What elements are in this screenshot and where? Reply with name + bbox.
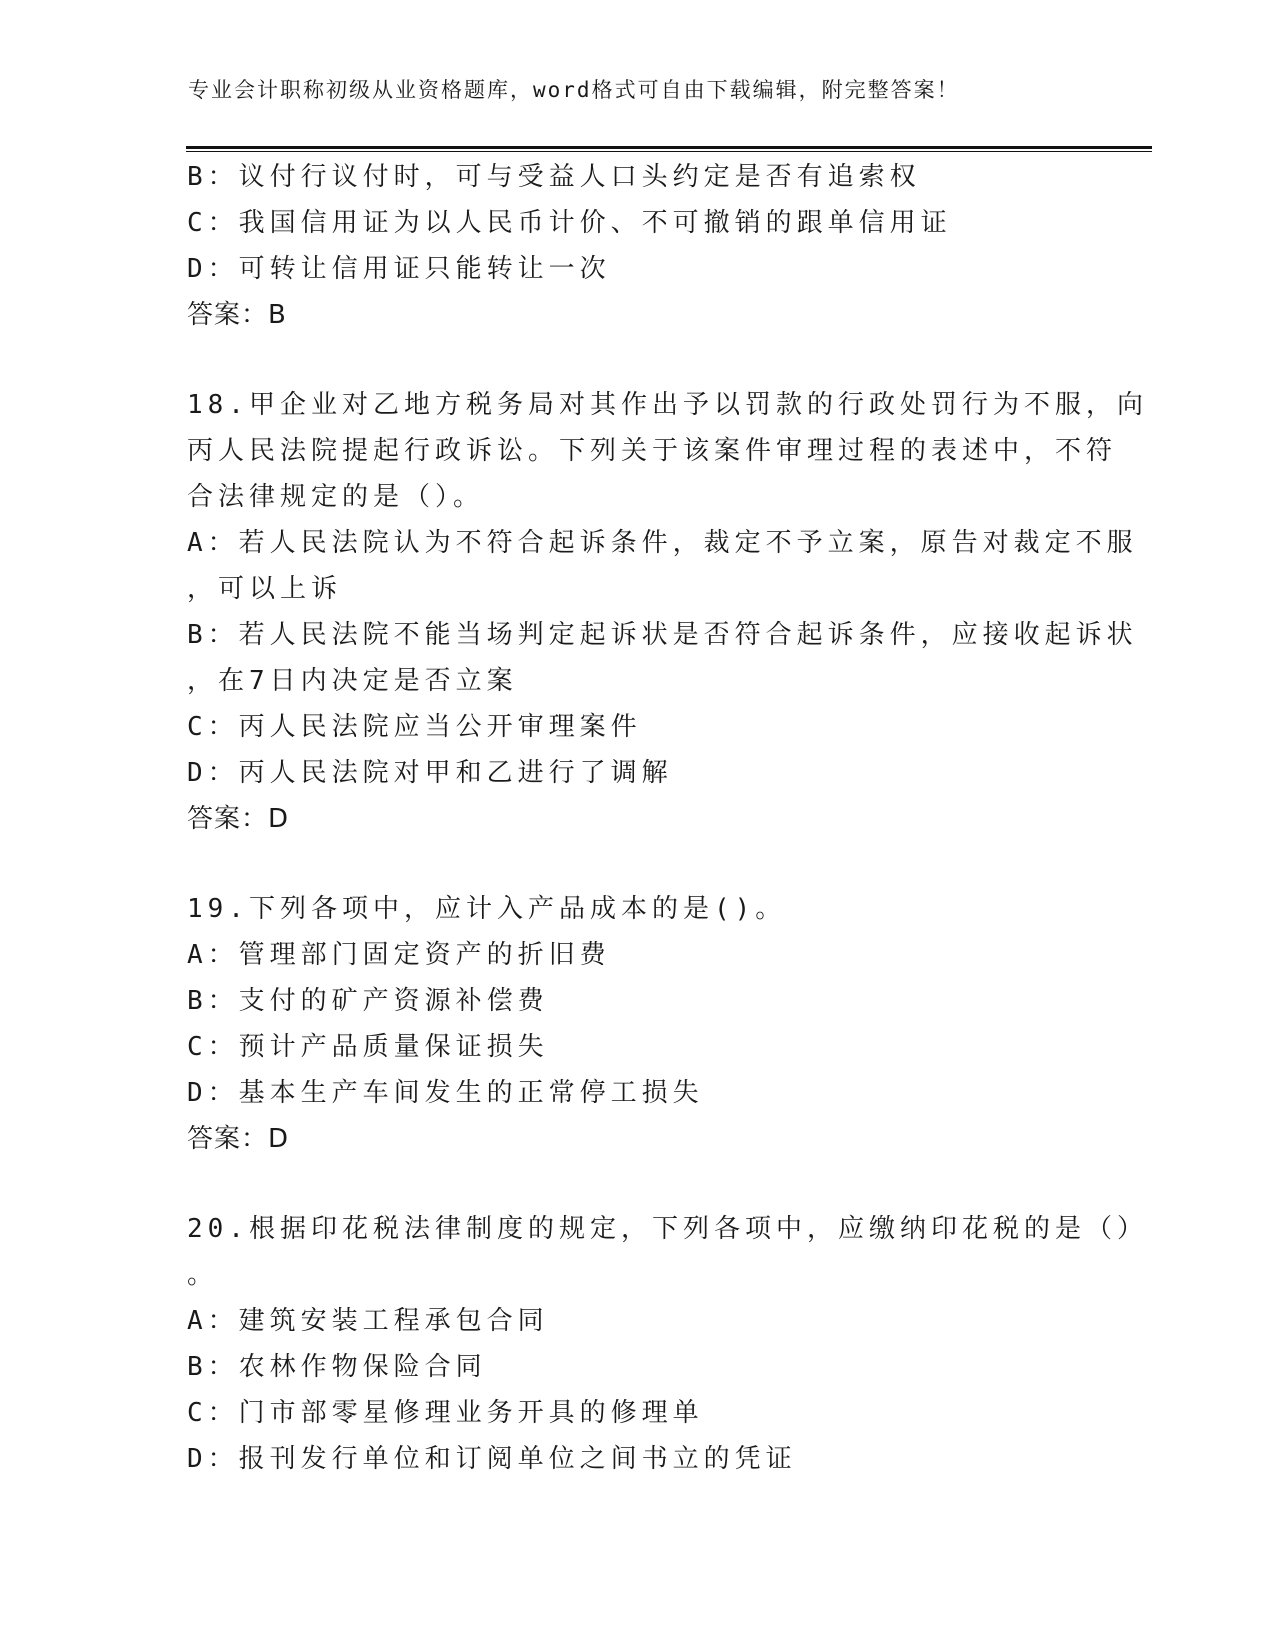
option-a: A：若人民法院认为不符合起诉条件，裁定不予立案，原告对裁定不服	[187, 528, 1138, 558]
option-c: C：预计产品质量保证损失	[187, 1032, 549, 1062]
option-b: B：议付行议付时，可与受益人口头约定是否有追索权	[187, 162, 921, 192]
option-b: B：农林作物保险合同	[187, 1352, 487, 1382]
option-b: B：支付的矿产资源补偿费	[187, 986, 549, 1016]
question-stem: 合法律规定的是（）。	[187, 482, 485, 512]
header-rule-thick	[186, 146, 1152, 149]
question-stem: 18.甲企业对乙地方税务局对其作出予以罚款的行政处罚行为不服，向	[187, 390, 1148, 420]
option-a-continued: ，可以上诉	[187, 574, 343, 604]
question-19	[187, 886, 1087, 1162]
question-stem: 19.下列各项中，应计入产品成本的是()。	[187, 894, 787, 924]
page-header: 专业会计职称初级从业资格题库，word格式可自由下载编辑，附完整答案！	[188, 78, 960, 102]
answer-line: 答案：D	[187, 804, 290, 834]
option-b-continued: ，在7日内决定是否立案	[187, 666, 518, 696]
option-d: D：丙人民法院对甲和乙进行了调解	[187, 758, 673, 788]
option-d: D：基本生产车间发生的正常停工损失	[187, 1078, 704, 1108]
question-content	[187, 154, 1148, 1482]
question-18	[187, 382, 1148, 842]
header-rule-thin	[186, 151, 1152, 152]
option-a: A：管理部门固定资产的折旧费	[187, 940, 611, 970]
option-c: C：我国信用证为以人民币计价、不可撤销的跟单信用证	[187, 208, 952, 238]
question-20	[187, 1206, 1148, 1482]
option-d: D：可转让信用证只能转让一次	[187, 254, 611, 284]
option-b: B：若人民法院不能当场判定起诉状是否符合起诉条件，应接收起诉状	[187, 620, 1138, 650]
option-a: A：建筑安装工程承包合同	[187, 1306, 549, 1336]
question-stem: 。	[187, 1260, 219, 1290]
option-c: C：门市部零星修理业务开具的修理单	[187, 1398, 704, 1428]
option-d: D：报刊发行单位和订阅单位之间书立的凭证	[187, 1444, 797, 1474]
question-stem: 丙人民法院提起行政诉讼。下列关于该案件审理过程的表述中，不符	[187, 436, 1118, 466]
answer-line: 答案：B	[187, 300, 287, 330]
question-stem: 20.根据印花税法律制度的规定，下列各项中，应缴纳印花税的是（）	[187, 1214, 1148, 1244]
option-c: C：丙人民法院应当公开审理案件	[187, 712, 642, 742]
answer-line: 答案：D	[187, 1124, 290, 1154]
